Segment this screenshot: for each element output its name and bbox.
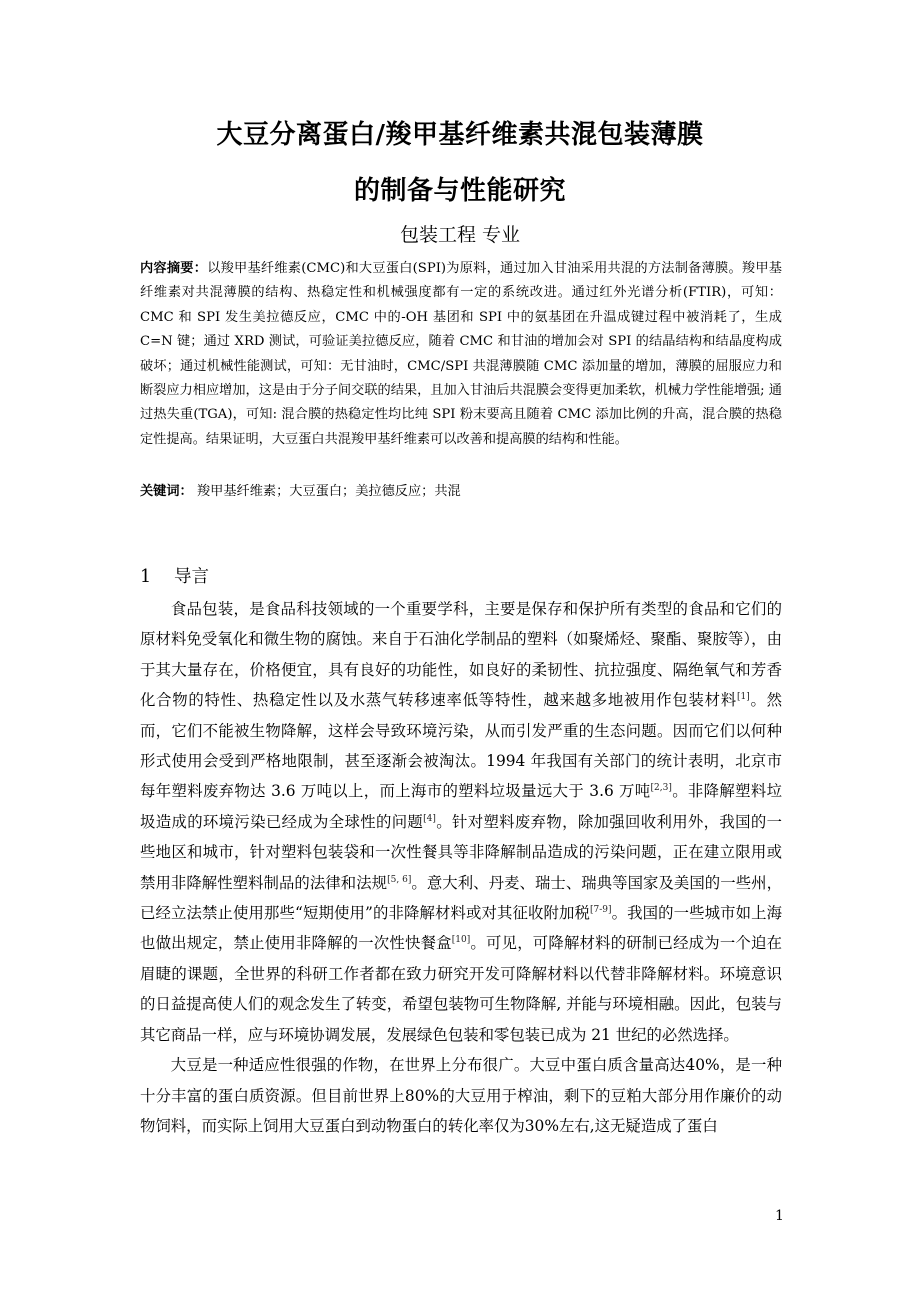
- paragraph-text: 。非降解塑料垃圾造成的环境污染已经成为全球性的问题: [140, 782, 782, 831]
- paragraph-text: 。我国的一些城市如上海也做出规定，禁止使用非降解的一次性快餐盒: [140, 904, 782, 953]
- paragraph-text: 食品包装，是食品科技领域的一个重要学科，主要是保存和保护所有类型的食品和它们的原材料免受氧化和微生物的腐蚀。来自于石油化学制品的塑料（如聚烯烃、聚酯、聚胺等），由于其大量存在，价格便宜，具有良好的功能性，如良好的柔韧性、抗拉强度、隔绝氧气和芳香化合物的特性、热稳定性以及水蒸气转移速率低等特性，越来越多地被用作包装材料: [140, 600, 782, 710]
- citation-ref: [2,3]: [650, 783, 672, 794]
- abstract: [140, 257, 782, 452]
- abstract-text: 以羧甲基纤维素(CMC)和大豆蛋白(SPI)为原料，通过加入甘油采用共混的方法制备薄膜。羧甲基纤维素对共混薄膜的结构、热稳定性和机械强度都有一定的系统改进。通过红外光谱分析(FTIR)，可知：CMC 和 SPI 发生美拉德反应，CMC 中的-OH 基团和 SPI 中的氨基团在升温成键过程中被消耗了，生成 C=N 键；通过 XRD 测试，可验证美拉德反应，随着 CMC 和甘油的增加会对 SPI 的结晶结构和结晶度构成破坏；通过机械性能测试，可知：无甘油时，CMC/SPI 共混薄膜随 CMC 添加量的增加，薄膜的屈服应力和断裂应力相应增加，这是由于分子间交联的结果，且加入甘油后共混膜会变得更加柔软，机械力学性能增强; 通过热失重(TGA)，可知: 混合膜的热稳定性均比纯 SPI 粉末要高且随着 CMC 添加比例的升高，混合膜的热稳定性提高。结果证明，大豆蛋白共混羧甲基纤维素可以改善和提高膜的结构和性能。: [140, 261, 782, 447]
- citation-ref: [4]: [423, 813, 436, 824]
- page-number: 1: [775, 1208, 784, 1224]
- paragraph-text: 。针对塑料废弃物，除加强回收利用外，我国的一些地区和城市，针对塑料包装袋和一次性餐具等非降解制品造成的污染问题，正在建立限用或禁用非降解性塑料制品的法律和法规: [140, 812, 782, 892]
- section-number: 1: [140, 567, 152, 587]
- abstract-label: 内容摘要：: [140, 261, 208, 276]
- paragraph-text: 。意大利、丹麦、瑞士、瑞典等国家及美国的一些州，已经立法禁止使用那些“短期使用”的非降解材料或对其征收附加税: [140, 873, 782, 923]
- section-heading: [140, 563, 209, 588]
- paragraph-text: 。然而，它们不能被生物降解，这样会导致环境污染，从而引发严重的生态问题。因而它们以何种形式使用会受到严格地限制，甚至逐渐会被淘汰。1994 年我国有关部门的统计表明，北京市每年塑料废弃物达 3.6 万吨以上，而上海市的塑料垃圾量远大于 3.6 万吨: [140, 691, 782, 801]
- keywords-text: 羧甲基纤维素；大豆蛋白；美拉德反应；共混: [196, 484, 461, 499]
- body-paragraph: [140, 1050, 782, 1141]
- keywords-label: 关键词：: [140, 484, 193, 499]
- citation-ref: [1]: [736, 692, 750, 703]
- citation-ref: [7-9]: [589, 904, 612, 915]
- paper-title-line-2: 的制备与性能研究: [353, 176, 566, 206]
- paragraph-text: 大豆是一种适应性很强的作物，在世界上分布很广。大豆中蛋白质含量高达40%，是一种十分丰富的蛋白质资源。但目前世界上80%的大豆用于榨油，剩下的豆粕大部分用作廉价的动物饲料，而实际上饲用大豆蛋白到动物蛋白的转化率仅为30%左右,这无疑造成了蛋白: [140, 1056, 782, 1135]
- paragraph-text: 。可见，可降解材料的研制已经成为一个迫在眉睫的课题，全世界的科研工作者都在致力研究开发可降解材料以代替非降解材料。环境意识的日益提高使人们的观念发生了转变，希望包装物可生物降解, 并能与环境相融。因此，包装与其它商品一样，应与环境协调发展，发展绿色包装和零包装已成为 21 世纪的必然选择。: [140, 934, 782, 1044]
- keywords: [140, 481, 782, 503]
- paper-title-line-1: 大豆分离蛋白/羧甲基纤维素共混包装薄膜: [216, 120, 704, 150]
- citation-ref: [5, 6]: [387, 874, 412, 885]
- major-subtitle: 包装工程 专业: [399, 224, 521, 246]
- citation-ref: [10]: [451, 935, 471, 946]
- body-text: [140, 594, 782, 1141]
- body-paragraph: [140, 594, 782, 1050]
- section-title: 导言: [174, 567, 209, 587]
